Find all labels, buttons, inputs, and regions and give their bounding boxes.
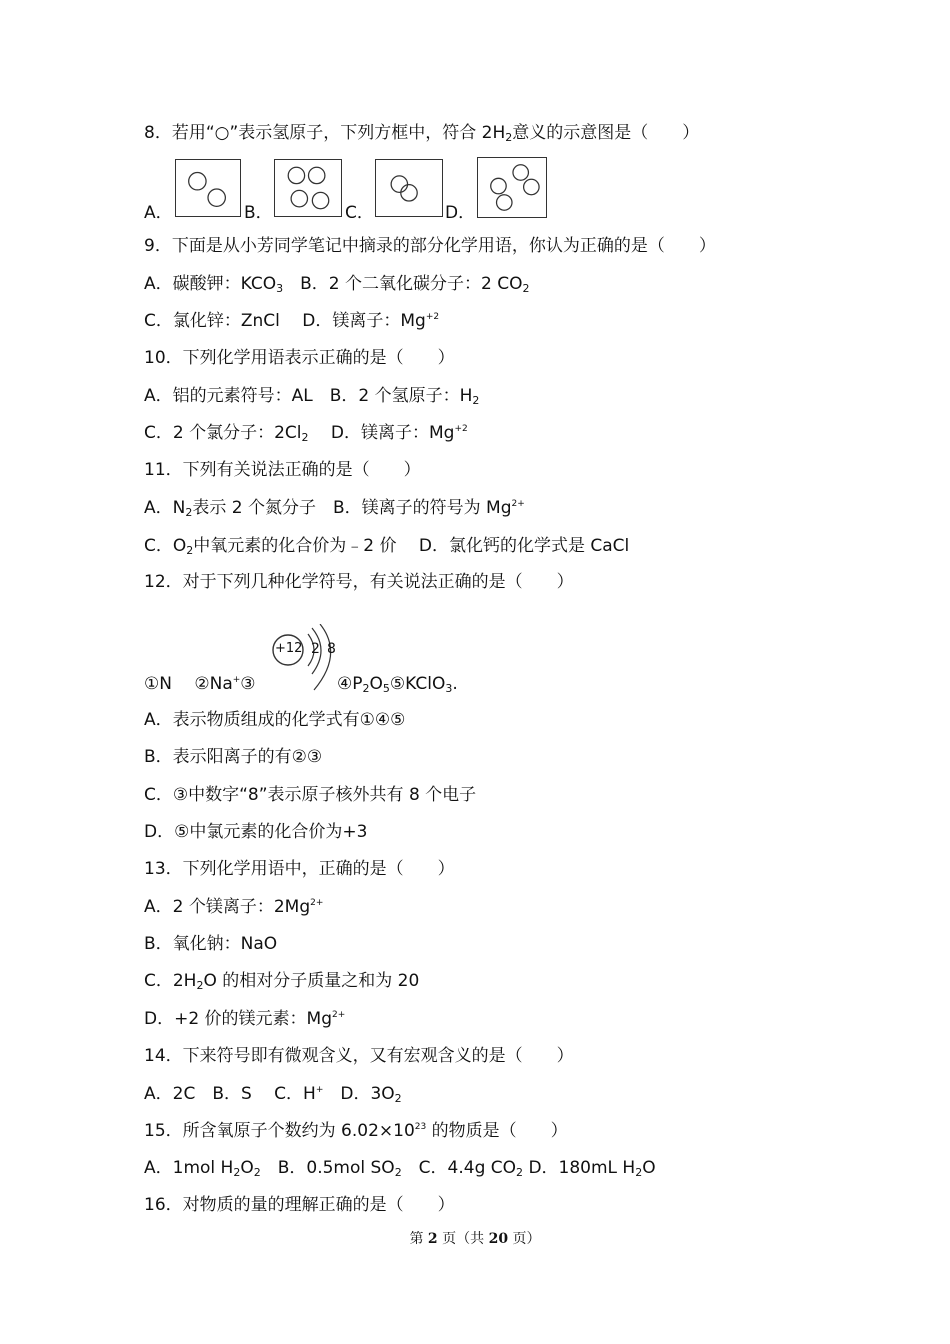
question-8-stem	[144, 122, 699, 144]
q11-option-a-sub: 2	[185, 506, 193, 519]
question-12-stem: 12．对于下列几种化学符号，有关说法正确的是（ ）	[144, 572, 574, 592]
q8-option-b-circles	[275, 160, 341, 216]
question-13-stem: 13．下列化学用语中，正确的是（ ）	[144, 859, 455, 879]
question-9-stem: 9．下面是从小芳同学笔记中摘录的部分化学用语，你认为正确的是（ ）	[144, 236, 716, 256]
q15-stem-b: 的物质是（ ）	[426, 1121, 568, 1141]
q8-stem-sub: 2	[505, 131, 513, 144]
q10-option-b-sub: 2	[472, 394, 480, 407]
q12-symbol-end: .	[452, 674, 458, 694]
q8-option-d-diagram	[477, 157, 547, 218]
q8-option-d-circles	[478, 158, 546, 217]
question-12-symbols-right	[337, 673, 458, 695]
q8-stem-b: 意义的示意图是（ ）	[512, 123, 700, 143]
question-10-stem: 10．下列化学用语表示正确的是（ ）	[144, 348, 455, 368]
q8-option-c-circles	[376, 160, 442, 216]
q9-option-b: B．2 个二氧化碳分子：2 CO	[283, 274, 523, 294]
q8-stem-a: 8．若用“○”表示氢原子，下列方框中，符合 2H	[144, 123, 506, 143]
footer-total-pages: 20	[488, 1231, 509, 1247]
q10-option-d-sup: +2	[454, 424, 468, 434]
q10-option-a-b: A．铝的元素符号：AL B．2 个氢原子：H	[144, 386, 473, 406]
q15-option-d-sub: 2	[635, 1166, 643, 1179]
q12-symbol-5: ⑤KClO	[389, 674, 446, 694]
q8-option-d-label: D．	[445, 203, 476, 223]
atom-shell-1-label: 2	[311, 641, 320, 657]
q15-options	[144, 1157, 656, 1179]
q13-option-a-sup: 2+	[310, 898, 324, 908]
q13-option-c-a: C．2H	[144, 971, 197, 991]
question-9-options-line-1	[144, 273, 529, 295]
q8-option-a-circles	[176, 160, 240, 216]
footer-middle: 页（共	[437, 1231, 489, 1247]
q10-option-c-sub: 2	[301, 431, 309, 444]
q8-option-c-diagram	[375, 159, 443, 217]
q15-option-a: A．1mol H	[144, 1158, 234, 1178]
q11-option-b: 表示 2 个氮分子 B．镁离子的符号为 Mg	[192, 498, 512, 518]
question-10-options-line-2	[144, 422, 468, 444]
q10-option-d: D．镁离子：Mg	[308, 423, 455, 443]
q15-stem-a: 15．所含氧原子个数约为 6.02×10	[144, 1121, 415, 1141]
q14-options-a-c: A．2C B．S C．H	[144, 1084, 316, 1104]
q15-stem-sup: 23	[414, 1122, 427, 1132]
question-11-options-line-2	[144, 535, 629, 557]
q12-symbol-2-sup: +	[232, 675, 241, 685]
q8-option-b-label: B．	[244, 203, 273, 223]
q9-option-d-sup: +2	[425, 312, 440, 322]
q13-option-c	[144, 970, 419, 992]
q15-option-c: C．4.4g CO	[401, 1158, 517, 1178]
q13-option-d	[144, 1008, 345, 1030]
atom-shell-2-label: 8	[327, 641, 336, 657]
q14-option-d: D．3O	[323, 1084, 395, 1104]
q12-symbol-1-2: ①N ②Na	[144, 674, 233, 694]
q13-option-d-text: D．+2 价的镁元素：Mg	[144, 1009, 333, 1029]
q9-option-a: A．碳酸钾：KCO	[144, 274, 277, 294]
q12-symbol-4: ④P	[337, 674, 363, 694]
q13-option-a-text: A．2 个镁离子：2Mg	[144, 897, 311, 917]
q11-option-c: C．O	[144, 536, 187, 556]
question-10-options-line-1	[144, 385, 479, 407]
footer-suffix: 页）	[508, 1231, 541, 1247]
q11-option-c-d: 中氧元素的化合价为﹣2 价 D．氯化钙的化学式是 CaCl	[193, 536, 630, 556]
q13-option-d-sup: 2+	[332, 1010, 346, 1020]
q15-option-b-sub: 2	[394, 1166, 402, 1179]
q12-option-a: A．表示物质组成的化学式有①④⑤	[144, 710, 406, 730]
atom-nucleus-label: +12	[275, 641, 303, 656]
q15-option-d-end: O	[642, 1158, 656, 1178]
q13-option-c-sub: 2	[196, 979, 204, 992]
question-11-stem: 11．下列有关说法正确的是（ ）	[144, 460, 421, 480]
q8-option-c-label: C．	[345, 203, 374, 223]
footer-prefix: 第	[409, 1231, 428, 1247]
q13-option-a	[144, 896, 323, 918]
q12-option-d: D．⑤中氯元素的化合价为+3	[144, 822, 368, 842]
question-9-options-line-2	[144, 310, 439, 332]
question-14-stem: 14．下来符号即有微观含义，又有宏观含义的是（ ）	[144, 1046, 574, 1066]
q12-symbol-3: ③	[240, 674, 256, 694]
page-footer	[0, 1228, 950, 1248]
q12-option-c: C．③中数字“8”表示原子核外共有 8 个电子	[144, 785, 477, 805]
q12-symbol-4-sub1: 2	[362, 682, 370, 695]
atomic-structure-diagram	[268, 624, 348, 692]
q15-option-a-sub2: 2	[253, 1166, 261, 1179]
q9-option-a-sub: 3	[276, 282, 284, 295]
question-16-stem: 16．对物质的量的理解正确的是（ ）	[144, 1195, 455, 1215]
q12-option-b: B．表示阳离子的有②③	[144, 747, 323, 767]
q13-option-b: B．氧化钠：NaO	[144, 934, 278, 954]
q8-option-b-diagram	[274, 159, 342, 217]
q12-symbol-5-sub: 3	[445, 682, 453, 695]
q11-option-a: A．N	[144, 498, 186, 518]
q14-option-d-sub: 2	[394, 1092, 402, 1105]
q11-option-b-sup: 2+	[511, 499, 525, 509]
q15-option-d: D．180mL H	[523, 1158, 636, 1178]
q12-symbol-4-mid: O	[369, 674, 383, 694]
q14-options	[144, 1083, 402, 1105]
q9-option-c-d: C．氯化锌：ZnCl D．镁离子：Mg	[144, 311, 426, 331]
q8-option-a-diagram	[175, 159, 241, 217]
question-15-stem	[144, 1120, 568, 1142]
q14-option-c-sup: +	[315, 1085, 324, 1095]
question-12-symbols	[144, 673, 256, 695]
q12-symbol-4-sub2: 5	[382, 682, 390, 695]
q13-option-c-b: O 的相对分子质量之和为 20	[203, 971, 420, 991]
question-11-options-line-1	[144, 497, 525, 519]
q15-option-c-sub: 2	[516, 1166, 524, 1179]
q15-option-b: B．0.5mol SO	[260, 1158, 395, 1178]
q11-option-c-sub: 2	[186, 544, 194, 557]
footer-page-number: 2	[427, 1231, 438, 1247]
q10-option-c: C．2 个氯分子：2Cl	[144, 423, 302, 443]
q15-option-a-sub1: 2	[233, 1166, 241, 1179]
q9-option-b-sub: 2	[522, 282, 530, 295]
q15-option-a-mid: O	[240, 1158, 254, 1178]
atomic-structure-svg	[268, 624, 348, 692]
q8-option-a-label: A．	[144, 203, 173, 223]
